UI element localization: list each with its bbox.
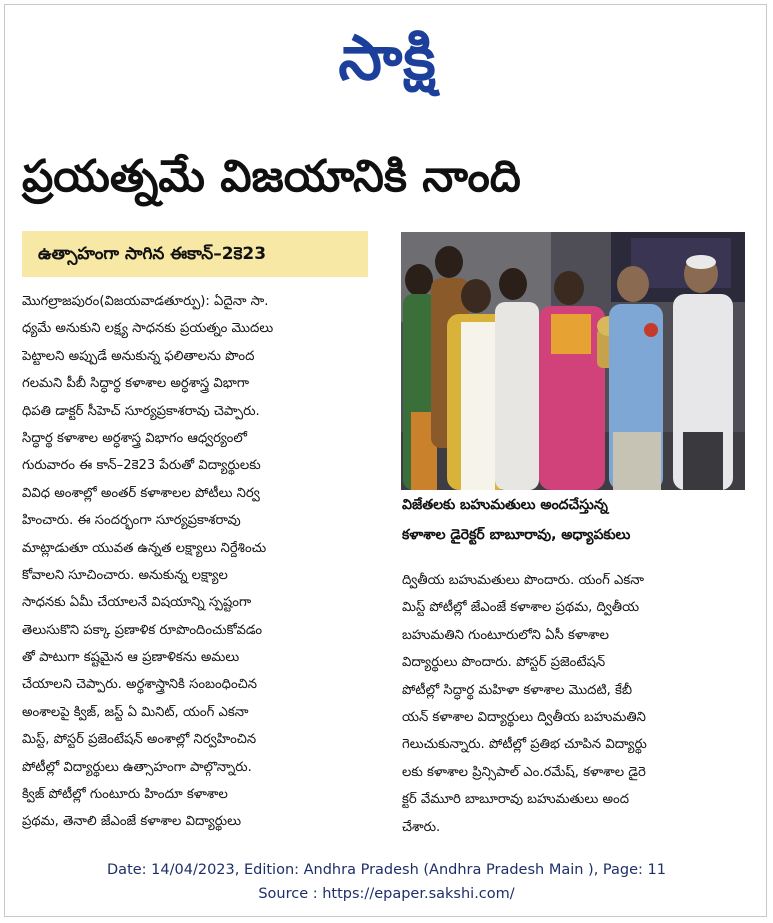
article-body-right [402, 567, 746, 841]
masthead-logo: సాక్షి [338, 21, 437, 94]
text-line: ద్వితీయ బహుమతులు పొందారు. యంగ్ ఎకనా [402, 573, 644, 588]
text-line: పెట్టాలని అప్పుడే అనుకున్న ఫలితాలను పొంద [22, 348, 255, 364]
text-line: ధిపతి డాక్టర్ సీహెచ్ సూర్యప్రకాశరావు చెప్పారు. [22, 403, 260, 419]
text-line: యన్ కళాశాల విద్యార్థులు ద్వితీయ బహుమతిని [402, 709, 646, 725]
text-line: క్టర్ వేమూరి బాబూరావు బహుమతులు అంద [402, 792, 630, 808]
photo-caption [402, 490, 746, 550]
text-line: పోటీల్లో సిద్ధార్థ మహిళా కళాశాల మొదటి, కేబీ [402, 682, 633, 698]
edition-footer [0, 858, 773, 906]
text-line: బహుమతిని గుంటూరులోని ఏసీ కళాశాల [402, 627, 609, 643]
text-line: మిస్ట్, పోస్టర్ ప్రజెంటేషన్ అంశాల్లో నిర్వహించిన [22, 732, 257, 748]
text-line: సాధనకు ఏమీ చేయాలనే విషయాన్ని స్పష్టంగా [22, 595, 252, 611]
text-line: గురువారం ఈ కాన్–2కె23 పేరుతో విద్యార్థులకు [22, 458, 261, 474]
text-line: చేశారు. [402, 819, 441, 835]
photo-illustration [401, 232, 745, 490]
article-body-left [22, 288, 372, 836]
text-line: అంశాలపై క్విజ్, జస్ట్ ఏ మినిట్, యంగ్ ఎకనా [22, 704, 249, 720]
text-line: మాట్లాడుతూ యువత ఉన్నత లక్ష్యాలు నిర్దేశించు [22, 540, 267, 556]
text-line: కోవాలని సూచించారు. అనుకున్న లక్ష్యాల [22, 567, 228, 583]
text-line: గలమని పీబీ సిద్ధార్థ కళాశాల అర్ధశాస్త్ర విభాగా [22, 376, 250, 392]
subheadline: ఉత్సాహంగా సాగిన ఈకాన్–2కె23 [22, 231, 368, 277]
text-line: చేయాలని చెప్పారు. అర్థశాస్త్రానికి సంబంధించిన [22, 677, 258, 693]
text-line: క్విజ్ పోటీల్లో గుంటూరు హిందూ కళాశాల [22, 787, 228, 803]
text-line: మొగల్రాజపురం(విజయవాడతూర్పు): ఏదైనా సా. [22, 294, 269, 309]
caption-line: విజేతలకు బహుమతులు అందచేస్తున్న [402, 497, 608, 513]
source-link[interactable]: Source : https://epaper.sakshi.com/ [258, 886, 515, 902]
text-line: గెలుచుకున్నారు. పోటీల్లో ప్రతిభ చూపిన విద్యార్థు [402, 737, 647, 753]
text-line: విద్యార్థులు పొందారు. పోస్టర్ ప్రజెంటేషన్ [402, 655, 606, 671]
text-line: పోటీల్లో విద్యార్థులు ఉత్సాహంగా పాల్గొన్నారు. [22, 759, 252, 775]
text-line: వివిధ అంశాల్లో అంతర్ కళాశాలల పోటీలు నిర్వ [22, 485, 260, 501]
edition-info: Date: 14/04/2023, Edition: Andhra Pradesh (Andhra Pradesh Main ), Page: 11 [107, 862, 666, 878]
text-line: సిద్ధార్థ కళాశాల అర్ధశాస్త్ర విభాగం ఆధ్వర్యంలో [22, 430, 247, 446]
text-line: హించారు. ఈ సందర్భంగా సూర్యప్రకాశరావు [22, 513, 241, 529]
caption-line: కళాశాల డైరెక్టర్ బాబూరావు, అధ్యాపకులు [402, 527, 631, 543]
text-line: తో పాటుగా కష్టమైన ఆ ప్రణాళికను అమలు [22, 650, 240, 666]
headline: ప్రయత్నమే విజయానికి నాంది [22, 151, 521, 202]
text-line: తెలుసుకొని పక్కా ప్రణాళిక రూపొందించుకోవడం [22, 622, 263, 638]
text-line: లకు కళాశాల ప్రిన్సిపాల్ ఎం.రమేష్, కళాశాల డైరె [402, 764, 646, 780]
text-line: ప్రథమ, తెనాలి జేఎంజే కళాశాల విద్యార్థులు [22, 814, 242, 830]
text-line: ధ్యమే అనుకుని లక్ష్య సాధనకు ప్రయత్నం మొదలు [22, 321, 274, 337]
text-line: మిస్ట్ పోటీల్లో జేఎంజే కళాశాల ప్రథమ, ద్వితీయ [402, 600, 640, 616]
event-photo [401, 232, 745, 490]
